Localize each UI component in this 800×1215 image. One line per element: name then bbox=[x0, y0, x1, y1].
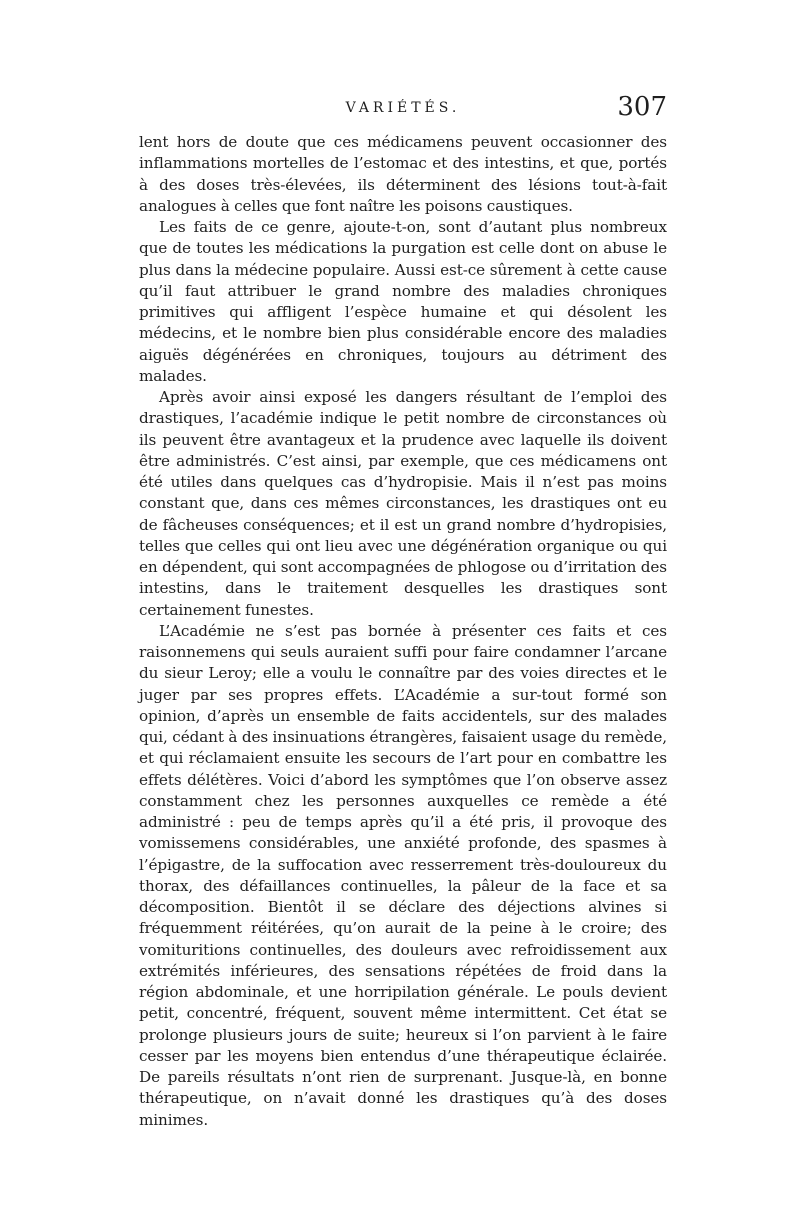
paragraph-4: L’Académie ne s’est pas bornée à présenter ces faits et ces raisonnemens qui seuls auraient suffi pour faire condamner l’arcane du sieur Leroy; elle a voulu le connaître par des voies directes et le juger par ses propres effets. L’Académie a sur-tout formé son opinion, d’après un ensemble de faits accidentels, sur des malades qui, cédant à des insinuations étrangères, faisaient usage du remède, et qui réclamaient ensuite les secours de l’art pour en combattre les effets délétères. Voici d’abord les symptômes que l’on observe assez constamment chez les personnes auxquelles ce remède a été administré : peu de temps après qu’il a été pris, il provoque des vomissemens considérables, une anxiété profonde, des spasmes à l’épigastre, de la suffocation avec resserrement très-douloureux du thorax, des défaillances continuelles, la pâleur de la face et sa décomposition. Bientôt il se déclare des déjections alvines si fréquemment réitérées, qu’on aurait de la peine à le croire; des vomituritions continuelles, des douleurs avec refroidissement aux extrémités inférieures, des sensations répétées de froid dans la région abdominale, et une horripilation générale. Le pouls devient petit, concentré, fréquent, souvent même intermittent. Cet état se prolonge plusieurs jours de suite; heureux si l’on parvient à le faire cesser par les moyens bien entendus d’une thérapeutique éclairée. De pareils résultats n’ont rien de surprenant. Jusque-là, en bonne thérapeutique, on n’avait donné les drastiques qu’à des doses minimes. bbox=[139, 621, 667, 1129]
paragraph-2: Les faits de ce genre, ajoute-t-on, sont d’autant plus nombreux que de toutes les médications la purgation est celle dont on abuse le plus dans la médecine populaire. Aussi est-ce sûrement à cette cause qu’il faut attribuer le grand nombre des maladies chroniques primitives qui affligent l’espèce humaine et qui désolent les médecins, et le nombre bien plus considérable encore des maladies aiguës dégénérées en chroniques, toujours au détriment des malades. bbox=[139, 218, 667, 385]
running-title: VARIÉTÉS. bbox=[345, 100, 461, 116]
body-text bbox=[139, 132, 667, 1131]
running-head bbox=[139, 92, 667, 132]
page-number: 307 bbox=[617, 92, 667, 122]
paragraph-3: Après avoir ainsi exposé les dangers résultant de l’emploi des drastiques, l’académie indique le petit nombre de circonstances où ils peuvent être avantageux et la prudence avec laquelle ils doivent être administrés. C’est ainsi, par exemple, que ces médicamens ont été utiles dans quelques cas d’hydropisie. Mais il n’est pas moins constant que, dans ces mêmes circonstances, les drastiques ont eu de fâcheuses conséquences; et il est un grand nombre d’hydropisies, telles que celles qui ont lieu avec une dégénération organique ou qui en dépendent, qui sont accompagnées de phlogose ou d’irritation des intestins, dans le traitement desquelles les drastiques sont certainement funestes. bbox=[139, 388, 667, 619]
paragraph-1: lent hors de doute que ces médicamens peuvent occasionner des inflammations mortelles de l’estomac et des intestins, et que, portés à des doses très-élevées, ils déterminent des lésions tout-à-fait analogues à celles que font naître les poisons caustiques. bbox=[139, 133, 667, 215]
page bbox=[139, 92, 667, 1131]
